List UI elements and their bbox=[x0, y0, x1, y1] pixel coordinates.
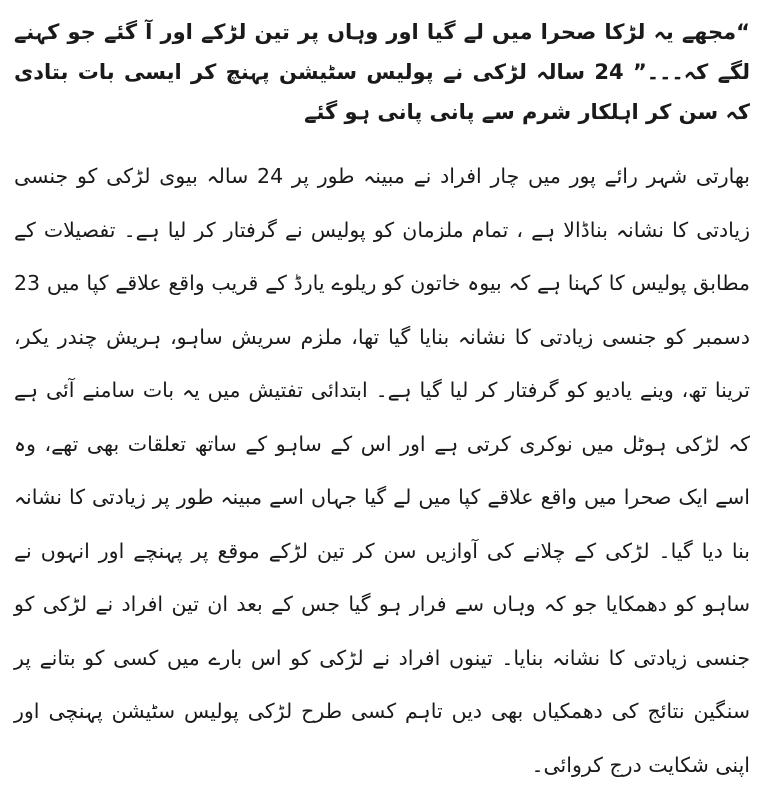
article-headline: “مجھے یہ لڑکا صحرا میں لے گیا اور وہاں پر تین لڑکے اور آ گئے جو کہنے لگے کہ۔۔۔” 24 سالہ لڑکی نے پولیس سٹیشن پہنچ کر ایسی بات بتادی کہ سن کر اہلکار شرم سے پانی پانی ہو گئے bbox=[14, 20, 750, 124]
article-body: بھارتی شہر رائے پور میں چار افراد نے مبینہ طور پر 24 سالہ بیوی لڑکی کو جنسی زیادتی کا نشانہ بناڈالا ہے ، تمام ملزمان کو پولیس نے گرفتار کر لیا ہے۔ تفصیلات کے مطابق پولیس کا کہنا ہے کہ بیوہ خاتون کو ریلوے یارڈ کے قریب واقع علاقے کپا میں 23 دسمبر کو جنسی زیادتی کا نشانہ بنایا گیا تھا، ملزم سریش ساہو، ہریش چندر یکر، ترینا تھ، وینے یادیو کو گرفتار کر لیا گیا ہے۔ ابتدائی تفتیش میں یہ بات سامنے آئی ہے کہ لڑکی ہوٹل میں نوکری کرتی ہے اور اس کے ساہو کے ساتھ تعلقات بھی تھے، وہ اسے ایک صحرا میں واقع علاقے کپا میں لے گیا جہاں اسے مبینہ طور پر زیادتی کا نشانہ بنا دیا گیا۔ لڑکی کے چلانے کی آوازیں سن کر تین لڑکے موقع پر پہنچے اور انہوں نے ساہو کو دھمکایا جو کہ وہاں سے فرار ہو گیا جس کے بعد ان تین افراد نے لڑکی کو جنسی زیادتی کا نشانہ بنایا۔ تینوں افراد نے لڑکی کو اس بارے میں کسی کو بتانے پر سنگین نتائج کی دھمکیاں بھی دیں تاہم کسی طرح لڑکی پولیس سٹیشن پہنچی اور اپنی شکایت درج کروائی۔ bbox=[14, 164, 751, 777]
